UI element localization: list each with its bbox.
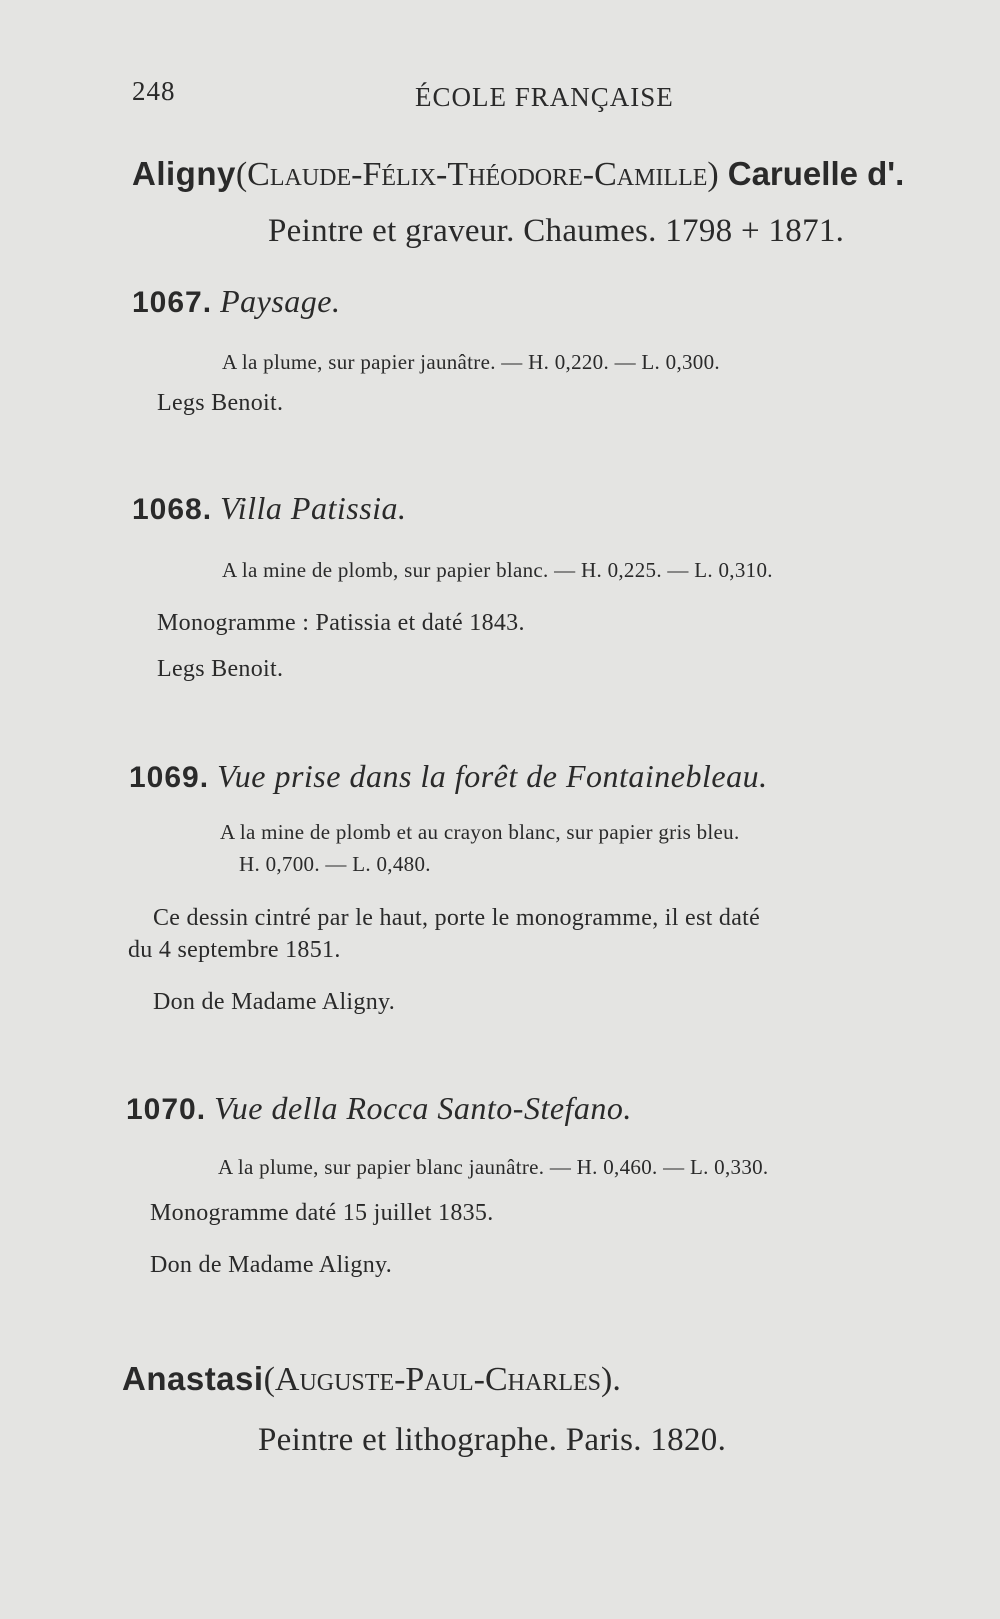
entry-title: Vue della Rocca Santo-Stefano. [214, 1090, 632, 1126]
artist-info: Peintre et lithographe. Paris. 1820. [258, 1422, 727, 1458]
entry-title: Vue prise dans la forêt de Fontainebleau. [217, 758, 768, 794]
entry-title: Villa Patissia. [220, 490, 407, 526]
entry-technique: A la mine de plomb, sur papier blanc. — H. 0,225. — L. 0,310. [222, 558, 773, 582]
entry-note: Monogramme : Patissia et daté 1843. [157, 610, 525, 636]
artist-surname: Aligny [132, 155, 236, 192]
entry-technique-dimensions: H. 0,700. — L. 0,480. [239, 852, 431, 876]
entry-number: 1067. [132, 286, 213, 319]
entry-note: Legs Benoit. [157, 390, 284, 416]
entry-heading-1068 [132, 490, 407, 527]
entry-heading-1067 [132, 283, 340, 320]
artist-surname: Anastasi [122, 1360, 264, 1397]
entry-heading-1069 [129, 758, 768, 795]
entry-number: 1069. [129, 761, 210, 794]
entry-technique: A la mine de plomb et au crayon blanc, sur papier gris bleu. [220, 820, 740, 844]
entry-heading-1070 [126, 1090, 632, 1127]
artist-name-suffix: Caruelle d'. [727, 155, 905, 192]
artist-heading-aligny [132, 152, 904, 194]
entry-note: Legs Benoit. [157, 656, 284, 682]
entry-note: Don de Madame Aligny. [153, 989, 396, 1015]
entry-number: 1068. [132, 493, 213, 526]
artist-given-names: (Auguste-Paul-Charles). [263, 1361, 621, 1398]
page-number: 248 [132, 76, 176, 106]
entry-technique: A la plume, sur papier jaunâtre. — H. 0,220. — L. 0,300. [222, 350, 720, 374]
artist-given-names: (Claude-Félix-Théodore-Camille) [235, 156, 719, 193]
entry-number: 1070. [126, 1093, 207, 1126]
entry-note: Don de Madame Aligny. [150, 1252, 393, 1278]
entry-note: Monogramme daté 15 juillet 1835. [150, 1200, 494, 1226]
running-title: ÉCOLE FRANÇAISE [415, 82, 674, 112]
artist-info: Peintre et graveur. Chaumes. 1798 + 1871. [268, 213, 845, 249]
entry-title: Paysage. [220, 283, 341, 319]
entry-note: Ce dessin cintré par le haut, porte le monogramme, il est daté [153, 905, 761, 931]
entry-technique: A la plume, sur papier blanc jaunâtre. — H. 0,460. — L. 0,330. [218, 1155, 769, 1179]
entry-note: du 4 septembre 1851. [128, 937, 341, 963]
artist-heading-anastasi [122, 1357, 621, 1399]
